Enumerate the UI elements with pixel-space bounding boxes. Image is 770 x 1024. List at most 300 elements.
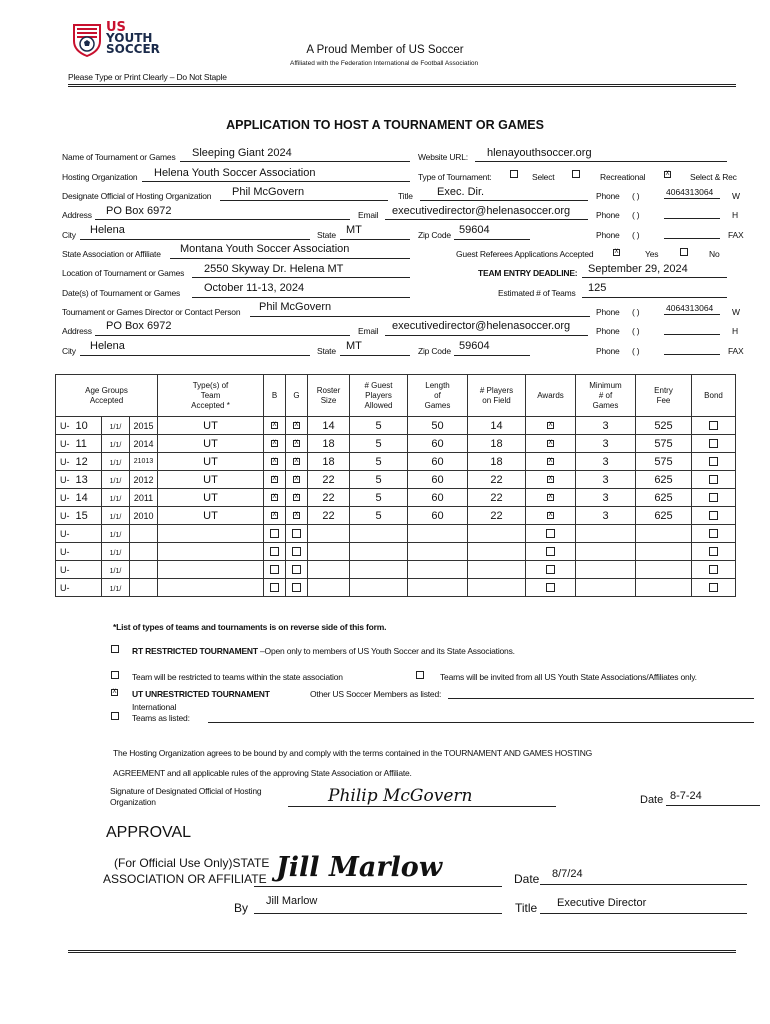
g-checkbox[interactable]: X [294, 494, 299, 501]
hosting-org-field[interactable]: Helena Youth Soccer Association [154, 167, 316, 179]
date-prefix-cell [102, 453, 130, 471]
bond-checkbox[interactable] [709, 439, 718, 448]
table-row [56, 561, 736, 579]
guest-no-label: No [709, 249, 720, 259]
g-cell [286, 579, 308, 597]
length-cell[interactable]: 60 [408, 453, 468, 471]
date-prefix-cell [102, 417, 130, 435]
roster-cell[interactable]: 22 [308, 507, 350, 525]
b-checkbox[interactable]: X [272, 476, 277, 483]
dir-phone-fax-label: Phone [596, 346, 620, 356]
year-cell[interactable] [130, 543, 158, 561]
year-cell[interactable]: 2012 [130, 471, 158, 489]
guest-cell[interactable] [350, 525, 408, 543]
g-checkbox[interactable]: X [294, 512, 299, 519]
awards-cell [526, 435, 576, 453]
bond-cell [692, 579, 736, 597]
dir-phone-w-label: Phone [596, 307, 620, 317]
teams-listed-label: Teams as listed: [132, 713, 190, 723]
type-tournament-label: Type of Tournament: [418, 172, 492, 182]
director-label: Tournament or Games Director or Contact Person [62, 307, 241, 317]
agreement-date-label: Date [640, 794, 664, 806]
invited-label: Teams will be invited from all US Youth State Associations/Affiliates only. [440, 672, 697, 682]
b-checkbox[interactable]: X [272, 422, 277, 429]
u-prefix: U- [60, 492, 70, 503]
length-cell[interactable]: 60 [408, 435, 468, 453]
fee-cell[interactable] [636, 525, 692, 543]
date-prefix: 1/1/ [109, 513, 122, 521]
bond-cell [692, 435, 736, 453]
guest-yes-checkbox[interactable]: X [614, 249, 619, 255]
roster-cell[interactable]: 18 [308, 453, 350, 471]
ut-checkbox[interactable]: X [112, 689, 117, 695]
email-field[interactable]: executivedirector@helenasoccer.org [392, 205, 571, 217]
fee-cell[interactable]: 575 [636, 435, 692, 453]
year-cell[interactable]: 2014 [130, 435, 158, 453]
dates-label: Date(s) of Tournament or Games [62, 288, 181, 298]
fee-cell[interactable]: 625 [636, 471, 692, 489]
b-checkbox[interactable] [270, 529, 279, 538]
zip-label: Zip Code [418, 230, 451, 240]
roster-cell[interactable] [308, 543, 350, 561]
length-cell[interactable]: 60 [408, 489, 468, 507]
type-cell[interactable]: UT [158, 453, 264, 471]
b-cell [264, 435, 286, 453]
players-cell[interactable]: 22 [468, 471, 526, 489]
bond-checkbox[interactable] [709, 529, 718, 538]
year-cell[interactable]: 2015 [130, 417, 158, 435]
dir-city-field[interactable]: Helena [90, 340, 125, 352]
fee-cell[interactable]: 525 [636, 417, 692, 435]
teams-listed-checkbox[interactable] [111, 712, 119, 720]
awards-cell [526, 525, 576, 543]
year-cell[interactable] [130, 579, 158, 597]
hosting-org-label: Hosting Organization [62, 172, 138, 182]
g-checkbox[interactable] [292, 529, 301, 538]
bond-checkbox[interactable] [709, 493, 718, 502]
approval-title-field[interactable]: Executive Director [557, 897, 647, 909]
guest-cell[interactable] [350, 579, 408, 597]
players-cell[interactable] [468, 561, 526, 579]
year-cell[interactable]: 21013 [130, 453, 158, 471]
bond-cell [692, 507, 736, 525]
website-field[interactable]: hlenayouthsoccer.org [487, 147, 592, 159]
bond-checkbox[interactable] [709, 457, 718, 466]
dir-phone-h-suffix: H [732, 326, 738, 336]
bond-cell [692, 525, 736, 543]
b-checkbox[interactable] [270, 583, 279, 592]
awards-checkbox[interactable] [546, 565, 555, 574]
bond-checkbox[interactable] [709, 583, 718, 592]
awards-checkbox[interactable] [546, 547, 555, 556]
dir-email-field[interactable]: executivedirector@helenasoccer.org [392, 320, 571, 332]
type-cell[interactable]: UT [158, 507, 264, 525]
select-label: Select [532, 172, 555, 182]
awards-checkbox[interactable]: X [548, 494, 553, 501]
dir-phone-h-label: Phone [596, 326, 620, 336]
city-field[interactable]: Helena [90, 224, 125, 236]
g-checkbox[interactable] [292, 565, 301, 574]
email-label: Email [358, 210, 379, 220]
agreement-date-field[interactable]: 8-7-24 [670, 790, 702, 802]
players-cell[interactable]: 22 [468, 507, 526, 525]
phone-h-label: Phone [596, 210, 620, 220]
sig-label-1: Signature of Designated Official of Hosting [110, 786, 262, 796]
min-cell[interactable] [576, 561, 636, 579]
by-field[interactable]: Jill Marlow [266, 895, 318, 907]
phone-h-paren: ( ) [632, 210, 640, 220]
approval-date-field[interactable]: 8/7/24 [552, 868, 583, 880]
within-checkbox[interactable] [111, 671, 119, 679]
fee-cell[interactable]: 575 [636, 453, 692, 471]
phone-w-field[interactable]: 4064313064 [666, 187, 714, 197]
b-checkbox[interactable]: X [272, 494, 277, 501]
min-cell[interactable]: 3 [576, 471, 636, 489]
u-cell [56, 561, 102, 579]
name-label: Name of Tournament or Games [62, 152, 176, 162]
bond-checkbox[interactable] [709, 475, 718, 484]
header-entry: Entry Fee [636, 375, 692, 417]
b-checkbox[interactable]: X [272, 440, 277, 447]
dir-phone-w-field[interactable]: 4064313064 [666, 303, 714, 313]
fee-cell[interactable] [636, 561, 692, 579]
awards-checkbox[interactable] [546, 583, 555, 592]
g-cell [286, 453, 308, 471]
state-assoc-field[interactable]: Montana Youth Soccer Association [180, 243, 350, 255]
dir-address-field[interactable]: PO Box 6972 [106, 320, 172, 332]
date-prefix-cell [102, 561, 130, 579]
players-cell[interactable]: 22 [468, 489, 526, 507]
bond-cell [692, 489, 736, 507]
phone-fax-paren: ( ) [632, 230, 640, 240]
players-cell[interactable]: 14 [468, 417, 526, 435]
u-cell [56, 525, 102, 543]
phone-h-suffix: H [732, 210, 738, 220]
header-length: Length of Games [408, 375, 468, 417]
g-checkbox[interactable]: X [294, 458, 299, 465]
date-prefix: 1/1/ [109, 531, 122, 539]
dir-email-label: Email [358, 326, 379, 336]
guest-cell[interactable]: 5 [350, 489, 408, 507]
awards-cell [526, 579, 576, 597]
min-cell[interactable]: 3 [576, 417, 636, 435]
form-title: APPLICATION TO HOST A TOURNAMENT OR GAMES [226, 118, 544, 132]
year-cell[interactable] [130, 525, 158, 543]
dates-field[interactable]: October 11-13, 2024 [204, 282, 305, 294]
min-cell[interactable] [576, 543, 636, 561]
year-cell[interactable] [130, 561, 158, 579]
date-prefix: 1/1/ [109, 585, 122, 593]
roster-cell[interactable] [308, 561, 350, 579]
awards-cell [526, 543, 576, 561]
g-checkbox[interactable] [292, 547, 301, 556]
dir-city-label: City [62, 346, 76, 356]
bond-cell [692, 543, 736, 561]
players-cell[interactable]: 18 [468, 435, 526, 453]
address-field[interactable]: PO Box 6972 [106, 205, 172, 217]
guest-cell[interactable]: 5 [350, 435, 408, 453]
phone-fax-suffix: FAX [728, 230, 744, 240]
date-prefix: 1/1/ [109, 459, 122, 467]
type-cell[interactable] [158, 579, 264, 597]
guest-ref-label: Guest Referees Applications Accepted [456, 249, 594, 259]
roster-cell[interactable]: 18 [308, 435, 350, 453]
header-age-groups: Age Groups Accepted [56, 375, 158, 417]
state-assoc-label: State Association or Affiliate [62, 249, 161, 259]
awards-cell [526, 489, 576, 507]
deadline-label: TEAM ENTRY DEADLINE: [478, 268, 578, 278]
dir-phone-fax-paren: ( ) [632, 346, 640, 356]
bond-checkbox[interactable] [709, 421, 718, 430]
affiliated-line: Affiliated with the Federation International de Football Association [290, 60, 479, 67]
dir-state-field[interactable]: MT [346, 340, 362, 352]
date-prefix-cell [102, 525, 130, 543]
table-row [56, 543, 736, 561]
hosting-signature[interactable]: Philip McGovern [328, 786, 473, 806]
within-label: Team will be restricted to teams within the state association [132, 672, 343, 682]
international-label: International [132, 702, 177, 712]
awards-checkbox[interactable]: X [548, 422, 553, 429]
state-field[interactable]: MT [346, 224, 362, 236]
table-row [56, 435, 736, 453]
guest-cell[interactable]: 5 [350, 507, 408, 525]
min-cell[interactable] [576, 525, 636, 543]
min-cell[interactable]: 3 [576, 435, 636, 453]
min-cell[interactable]: 3 [576, 489, 636, 507]
website-label: Website URL: [418, 152, 468, 162]
date-prefix: 1/1/ [109, 567, 122, 575]
bond-cell [692, 417, 736, 435]
dir-zip-field[interactable]: 59604 [459, 340, 490, 352]
year-cell[interactable]: 2010 [130, 507, 158, 525]
other-members-label: Other US Soccer Members as listed: [310, 689, 442, 699]
state-label: State [317, 230, 336, 240]
est-teams-label: Estimated # of Teams [498, 288, 576, 298]
header-guest: # Guest Players Allowed [350, 375, 408, 417]
u-value[interactable]: 12 [75, 455, 88, 468]
fee-cell[interactable] [636, 579, 692, 597]
phone-w-paren: ( ) [632, 191, 640, 201]
b-cell [264, 507, 286, 525]
u-prefix: U- [60, 474, 70, 485]
header-minimum: Minimum # of Games [576, 375, 636, 417]
awards-cell [526, 417, 576, 435]
awards-checkbox[interactable]: X [548, 458, 553, 465]
designate-field[interactable]: Phil McGovern [232, 186, 305, 198]
table-row [56, 579, 736, 597]
type-cell[interactable] [158, 525, 264, 543]
players-cell[interactable]: 18 [468, 453, 526, 471]
date-prefix-cell [102, 579, 130, 597]
title-field[interactable]: Exec. Dir. [437, 186, 485, 198]
b-cell [264, 579, 286, 597]
u-prefix: U- [60, 438, 70, 449]
approval-title-label: Title [515, 901, 538, 915]
length-cell[interactable] [408, 579, 468, 597]
table-header [56, 375, 736, 417]
g-checkbox[interactable]: X [294, 440, 299, 447]
guest-cell[interactable] [350, 543, 408, 561]
awards-cell [526, 507, 576, 525]
roster-cell[interactable] [308, 525, 350, 543]
date-prefix: 1/1/ [109, 549, 122, 557]
awards-checkbox[interactable]: X [548, 476, 553, 483]
b-checkbox[interactable]: X [272, 458, 277, 465]
select-rec-checkbox[interactable]: X [665, 171, 670, 177]
guest-cell[interactable]: 5 [350, 471, 408, 489]
g-cell [286, 489, 308, 507]
location-label: Location of Tournament or Games [62, 268, 185, 278]
bond-cell [692, 561, 736, 579]
g-checkbox[interactable] [292, 583, 301, 592]
recreational-checkbox[interactable] [572, 170, 580, 178]
header-divider [68, 84, 736, 87]
awards-cell [526, 453, 576, 471]
agreement-line1: The Hosting Organization agrees to be bound by and comply with the terms contained in the TOURNAMENT AND GAMES HOSTING [113, 748, 593, 758]
u-value[interactable]: 14 [75, 491, 88, 504]
dir-phone-h-paren: ( ) [632, 326, 640, 336]
guest-yes-label: Yes [645, 249, 659, 259]
u-value[interactable]: 11 [75, 437, 87, 450]
year-cell[interactable]: 2011 [130, 489, 158, 507]
awards-checkbox[interactable] [546, 529, 555, 538]
dir-address-label: Address [62, 326, 92, 336]
g-cell [286, 471, 308, 489]
g-checkbox[interactable]: X [294, 422, 299, 429]
bond-checkbox[interactable] [709, 547, 718, 556]
guest-cell[interactable] [350, 561, 408, 579]
dir-phone-fax-suffix: FAX [728, 346, 744, 356]
u-cell [56, 507, 102, 525]
date-prefix-cell [102, 507, 130, 525]
location-field[interactable]: 2550 Skyway Dr. Helena MT [204, 263, 344, 275]
date-prefix-cell [102, 471, 130, 489]
rt-line [132, 646, 515, 656]
players-cell[interactable] [468, 525, 526, 543]
length-cell[interactable] [408, 525, 468, 543]
roster-cell[interactable]: 22 [308, 471, 350, 489]
u-cell [56, 579, 102, 597]
est-teams-field[interactable]: 125 [588, 282, 607, 294]
header-players: # Players on Field [468, 375, 526, 417]
director-field[interactable]: Phil McGovern [259, 301, 332, 313]
length-cell[interactable] [408, 543, 468, 561]
name-field[interactable]: Sleeping Giant 2024 [192, 147, 292, 159]
date-prefix: 1/1/ [109, 477, 122, 485]
b-checkbox[interactable] [270, 547, 279, 556]
length-cell[interactable] [408, 561, 468, 579]
rt-description: –Open only to members of US Youth Soccer and its State Associations. [257, 646, 515, 656]
length-cell[interactable]: 60 [408, 507, 468, 525]
approval-signature[interactable]: Jill Marlow [276, 852, 443, 883]
guest-no-checkbox[interactable] [680, 248, 688, 256]
u-value[interactable]: 15 [75, 509, 88, 522]
approval-line1: (For Official Use Only)STATE [114, 856, 270, 870]
min-cell[interactable]: 3 [576, 507, 636, 525]
u-cell [56, 543, 102, 561]
type-cell[interactable]: UT [158, 435, 264, 453]
g-cell [286, 435, 308, 453]
b-cell [264, 543, 286, 561]
g-cell [286, 561, 308, 579]
header-g: G [286, 375, 308, 417]
min-cell[interactable] [576, 579, 636, 597]
bond-cell [692, 453, 736, 471]
header-types: Type(s) of Team Accepted * [158, 375, 264, 417]
g-cell [286, 417, 308, 435]
type-cell[interactable] [158, 543, 264, 561]
type-cell[interactable]: UT [158, 471, 264, 489]
fee-cell[interactable]: 625 [636, 507, 692, 525]
u-prefix: U- [60, 420, 70, 431]
header-b: B [264, 375, 286, 417]
u-prefix: U- [60, 582, 70, 593]
invited-checkbox[interactable] [416, 671, 424, 679]
g-cell [286, 543, 308, 561]
phone-w-suffix: W [732, 191, 740, 201]
roster-cell[interactable]: 22 [308, 489, 350, 507]
dir-phone-w-suffix: W [732, 307, 740, 317]
bond-checkbox[interactable] [709, 565, 718, 574]
roster-cell[interactable]: 14 [308, 417, 350, 435]
rt-title: RT RESTRICTED TOURNAMENT [132, 646, 258, 656]
roster-cell[interactable] [308, 579, 350, 597]
b-cell [264, 471, 286, 489]
zip-field[interactable]: 59604 [459, 224, 490, 236]
u-value[interactable]: 10 [75, 419, 88, 432]
b-cell [264, 453, 286, 471]
awards-checkbox[interactable]: X [548, 440, 553, 447]
logo-line-youth: YOUTH [106, 31, 153, 45]
fee-cell[interactable] [636, 543, 692, 561]
type-cell[interactable]: UT [158, 417, 264, 435]
u-value[interactable]: 13 [75, 473, 88, 486]
member-line: A Proud Member of US Soccer [306, 44, 464, 56]
rt-checkbox[interactable] [111, 645, 119, 653]
b-checkbox[interactable]: X [272, 512, 277, 519]
table-row [56, 507, 736, 525]
date-prefix-cell [102, 543, 130, 561]
table-row [56, 525, 736, 543]
type-cell[interactable] [158, 561, 264, 579]
type-cell[interactable]: UT [158, 489, 264, 507]
min-cell[interactable]: 3 [576, 453, 636, 471]
awards-checkbox[interactable]: X [548, 512, 553, 519]
g-cell [286, 525, 308, 543]
u-prefix: U- [60, 546, 70, 557]
select-checkbox[interactable] [510, 170, 518, 178]
u-prefix: U- [60, 528, 70, 539]
b-checkbox[interactable] [270, 565, 279, 574]
length-cell[interactable]: 50 [408, 417, 468, 435]
bond-checkbox[interactable] [709, 511, 718, 520]
g-checkbox[interactable]: X [294, 476, 299, 483]
print-note: Please Type or Print Clearly – Do Not Staple [68, 72, 227, 82]
date-prefix: 1/1/ [109, 423, 122, 431]
fee-cell[interactable]: 625 [636, 489, 692, 507]
g-cell [286, 507, 308, 525]
players-cell[interactable] [468, 579, 526, 597]
deadline-field[interactable]: September 29, 2024 [588, 263, 688, 275]
logo-line-us: US [106, 20, 126, 35]
guest-cell[interactable]: 5 [350, 453, 408, 471]
footer-divider [68, 950, 736, 953]
length-cell[interactable]: 60 [408, 471, 468, 489]
guest-cell[interactable]: 5 [350, 417, 408, 435]
players-cell[interactable] [468, 543, 526, 561]
phone-fax-label: Phone [596, 230, 620, 240]
dir-phone-w-paren: ( ) [632, 307, 640, 317]
